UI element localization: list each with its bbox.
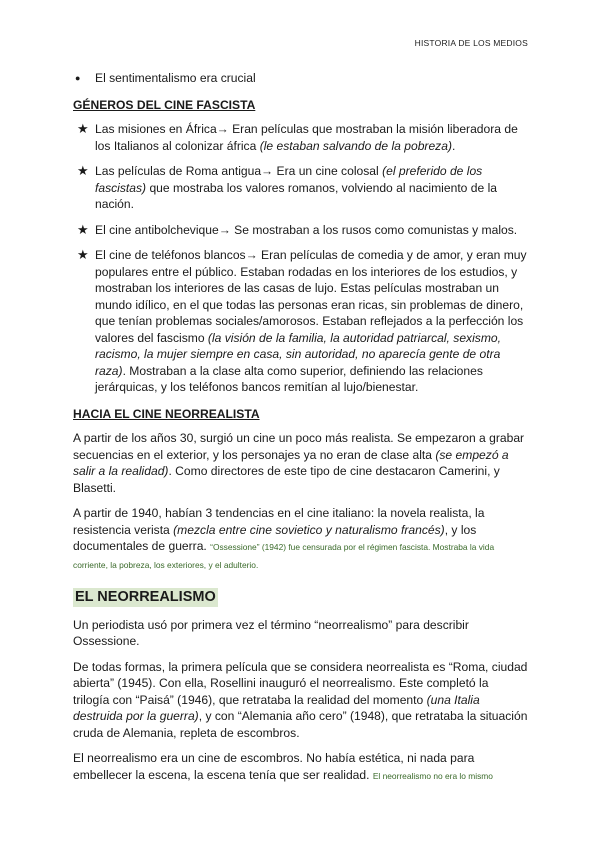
star-bullet-icon: ★ — [77, 247, 89, 262]
side-note: “Ossessione” (1942) fue censurada por el régimen fascista. Mostraba la vida corriente, la pobreza, los exteriores, y el adulterio. — [73, 542, 495, 570]
document-body — [73, 70, 528, 793]
bullet-dot-icon: ● — [75, 73, 81, 83]
generos-heading: GÉNEROS DEL CINE FASCISTA — [73, 97, 256, 112]
side-note: El neorrealismo no era lo mismo — [372, 770, 493, 781]
hacia-paragraph-2: A partir de 1940, habían 3 tendencias en el cine italiano: la novela realista, la resistencia verista (mezcla entre cine sovietico y naturalismo francés), y los documentales de guerra. “Ossessione” (1942) fue censurada por el régimen fascista. Mostraba la vida corriente, la pobreza, los exteriores, y el adulterio. — [73, 506, 495, 570]
list-item: ★ Las películas de Roma antigua→ Era un cine colosal (el preferido de los fascistas) que mostraba los valores romanos, volviendo al nacimiento de la nación. — [73, 163, 528, 213]
neo-paragraph-1: Un periodista usó por primera vez el término “neorrealismo” para describir Ossessione. — [73, 617, 469, 648]
list-item: ★ El cine antibolchevique→ Se mostraban a los rusos como comunistas y malos. — [73, 222, 528, 239]
star-bullet-icon: ★ — [77, 221, 89, 237]
list-item: ★ Las misiones en África→ Eran películas que mostraban la misión liberadora de los Italianos al colonizar áfrica (le estaban salvando de la pobreza). — [73, 121, 528, 154]
star-bullet-icon: ★ — [77, 163, 89, 178]
hacia-paragraph-1: A partir de los años 30, surgió un cine un poco más realista. Se empezaron a grabar secuencias en el exterior, y los personajes ya no eran de clase alta (se empezó a salir a la realidad). Como directores de este tipo de cine destacaron Camerini, y Blasetti. — [73, 431, 525, 495]
star-bullet-icon: ★ — [77, 121, 89, 136]
generos-list — [73, 121, 528, 396]
intro-bullet — [73, 70, 528, 87]
neo-paragraph-3: El neorrealismo era un cine de escombros. No había estética, ni nada para embellecer la escena, la escena tenía que ser realidad. El neorrealismo no era lo mismo — [73, 751, 493, 782]
neo-paragraph-2: De todas formas, la primera película que se considera neorrealista es “Roma, ciudad abierta” (1945). Con ella, Rosellini inauguró el neorrealismo. Este completó la trilogía con “Paisá” (1946), que retrataba la realidad del momento (una Italia destruida por la guerra), y con “Alemania año cero” (1948), que retrataba la situación cruda de Alemania, repleta de escombros. — [73, 659, 528, 740]
intro-bullet-text: El sentimentalismo era crucial — [95, 71, 256, 85]
neorrealismo-heading: EL NEORREALISMO — [75, 589, 216, 605]
page-header: HISTORIA DE LOS MEDIOS — [414, 38, 528, 48]
hacia-heading: HACIA EL CINE NEORREALISTA — [73, 406, 260, 421]
list-item: ★ El cine de teléfonos blancos→ Eran películas de comedia y de amor, y eran muy populares entre el público. Estaban rodadas en los interiores de los estudios, y mostraban los interiores de las casas de lujo. Estas películas mostraban un mundo idílico, en el que todas las personas eran ricas, sin problemas de dinero, que tenían problemas sociales/amorosos. Estaban reflejados a la perfección los valores del fascismo (la visión de la familia, la autoridad patriarcal, sexismo, racismo, la mujer siempre en casa, sin autoridad, no aparecía gente de otra raza). Mostraban a la clase alta como superior, definiendo las relaciones jerárquicas, y los teléfonos bancos remitían al lujo/bienestar. — [73, 247, 528, 396]
